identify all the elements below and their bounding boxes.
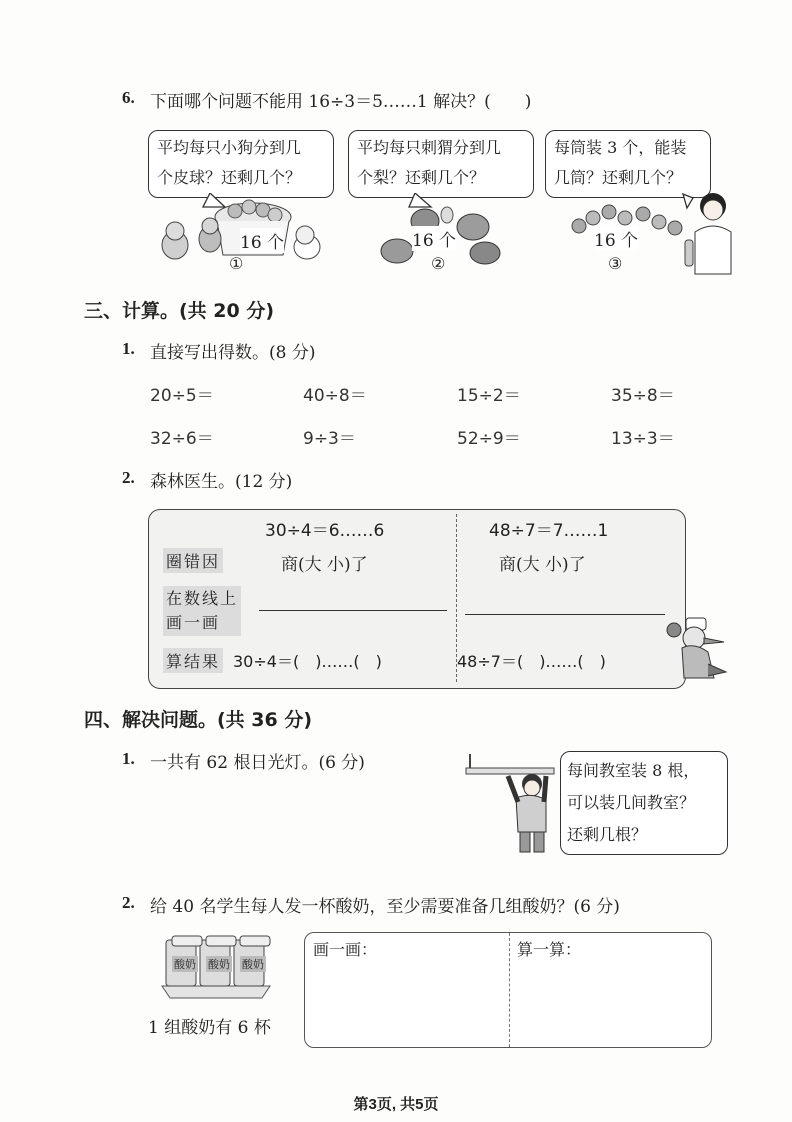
sec3-q1-text: 直接写出得数。(8 分) [150, 343, 316, 363]
sec4-q2-text: 给 40 名学生每人发一杯酸奶，至少需要准备几组酸奶？(6 分) [150, 897, 620, 917]
left-number-line[interactable] [259, 610, 447, 611]
yogurt-cup-label: 酸奶 [242, 958, 264, 971]
q6-option-3-label: 16 个 [594, 226, 638, 251]
calc-item[interactable]: 9÷3＝ [303, 429, 356, 449]
q6-option-1-bubble [148, 130, 334, 198]
q6-option-2-line-2: 个梨？还剩几个？ [357, 168, 486, 187]
sec3-q2-number: 2. [122, 468, 135, 487]
q6-option-2-label: 16 个 [412, 226, 456, 251]
label-draw-line-1: 在数线上 [166, 589, 239, 608]
calc-item[interactable]: 52÷9＝ [457, 429, 521, 449]
label-draw-line-2: 画一画 [166, 613, 221, 632]
q6-number: 6. [122, 88, 135, 107]
q6-option-3-bubble [545, 130, 711, 198]
right-number-line[interactable] [465, 614, 665, 615]
q6-option-2-line-1: 平均每只刺猬分到几 [357, 138, 502, 157]
label-circle-reason: 圈错因 [163, 548, 223, 573]
man-installing-light-illustration [462, 752, 562, 854]
q6-option-1-line-2: 个皮球？还剩几个？ [157, 168, 302, 187]
woodpecker-doctor-illustration [664, 612, 730, 690]
left-reason-choice[interactable]: 商(大 小)了 [281, 555, 368, 575]
q6-text: 下面哪个问题不能用 16÷3＝5……1 解决？( ) [150, 92, 532, 112]
sec4-q1-bubble-line-2: 可以装几间教室？ [567, 793, 696, 812]
q6-option-3-line-1: 每筒装 3 个，能装 [554, 138, 687, 157]
draw-area[interactable] [313, 963, 503, 1041]
label-draw-on-numberline [163, 586, 241, 636]
page-footer: 第3页, 共5页 [353, 1096, 439, 1113]
calc-item[interactable]: 20÷5＝ [150, 386, 214, 406]
label-compute-result: 算结果 [163, 648, 223, 673]
answer-box-divider [509, 933, 510, 1047]
yogurt-caption: 1 组酸奶有 6 杯 [148, 1018, 271, 1038]
calc-item[interactable]: 32÷6＝ [150, 429, 214, 449]
girl-with-tennis-balls-illustration [565, 192, 735, 277]
calc-item[interactable]: 13÷3＝ [611, 429, 675, 449]
left-equation: 30÷4＝6……6 [265, 521, 385, 541]
sec4-q1-bubble-line-3: 还剩几根？ [567, 825, 648, 844]
sec4-q1-bubble-line-1: 每间教室装 8 根， [567, 761, 700, 780]
calc-item[interactable]: 35÷8＝ [611, 386, 675, 406]
sec3-q1-number: 1. [122, 339, 135, 358]
calc-item[interactable]: 15÷2＝ [457, 386, 521, 406]
draw-area-label: 画一画： [313, 940, 378, 959]
forest-doctor-panel [148, 509, 686, 689]
yogurt-cup-label: 酸奶 [174, 958, 196, 971]
q6-option-2-bubble [348, 130, 534, 198]
left-result-blank[interactable]: 30÷4＝( )……( ) [233, 652, 382, 671]
q6-option-1-label: 16 个 [240, 228, 284, 253]
section-3-title: 三、计算。(共 20 分) [84, 300, 275, 322]
q6-option-3-marker[interactable]: ③ [608, 254, 623, 273]
sec4-q2-number: 2. [122, 893, 135, 912]
q6-option-1-line-1: 平均每只小狗分到几 [157, 138, 302, 157]
right-reason-choice[interactable]: 商(大 小)了 [499, 555, 586, 575]
calc-area[interactable] [517, 963, 703, 1041]
sec4-q1-text: 一共有 62 根日光灯。(6 分) [150, 753, 365, 773]
sec4-q1-bubble [560, 751, 728, 855]
sec4-q2-answer-box [304, 932, 712, 1048]
calc-area-label: 算一算： [517, 940, 582, 959]
sec4-q1-number: 1. [122, 749, 135, 768]
yogurt-cup-label: 酸奶 [208, 958, 230, 971]
sec3-q2-text: 森林医生。(12 分) [150, 472, 293, 492]
q6-option-1-marker[interactable]: ① [229, 254, 244, 273]
q6-option-2-marker[interactable]: ② [431, 254, 446, 273]
q6-option-3-line-2: 几筒？还剩几个？ [554, 168, 683, 187]
right-result-blank[interactable]: 48÷7＝( )……( ) [457, 652, 606, 671]
right-equation: 48÷7＝7……1 [489, 521, 609, 541]
calc-item[interactable]: 40÷8＝ [303, 386, 367, 406]
section-4-title: 四、解决问题。(共 36 分) [84, 709, 313, 731]
